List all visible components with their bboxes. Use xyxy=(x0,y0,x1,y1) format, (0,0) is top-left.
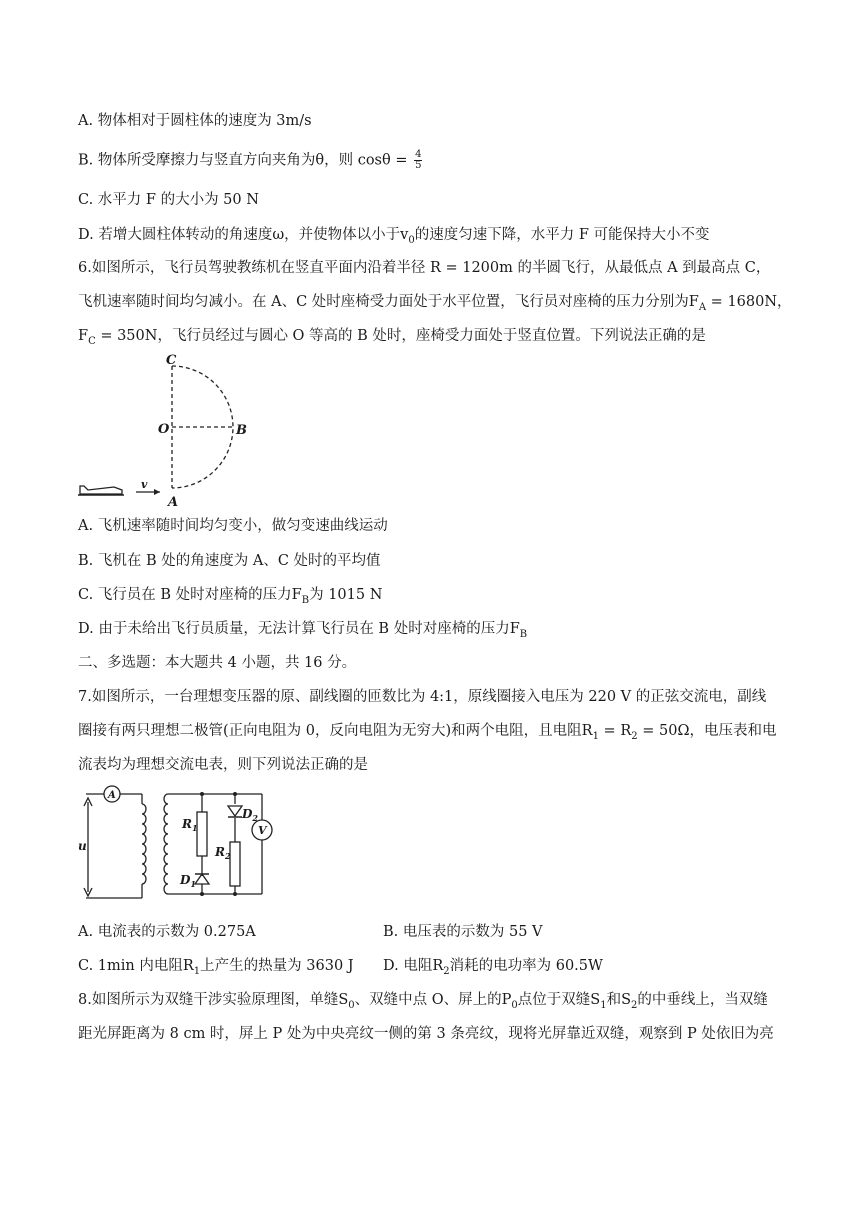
primary-coil xyxy=(142,804,146,884)
subscript: B xyxy=(301,594,310,606)
q5-option-c: C. 水平力 F 的大小为 50 N xyxy=(78,192,259,208)
subscript: 0 xyxy=(511,999,518,1011)
q7-option-c-text-end: 上产生的热量为 3630 J xyxy=(200,958,354,974)
q8-stem-text: 8.如图所示为双缝干涉实验原理图，单缝S xyxy=(78,992,349,1008)
q6-stem-text: F xyxy=(78,328,89,344)
q6-option-b: B. 飞机在 B 处的角速度为 A、C 处时的平均值 xyxy=(78,553,381,569)
label-c: C xyxy=(166,353,177,368)
q7-stem-line2 xyxy=(78,721,776,747)
junction-dot xyxy=(200,792,204,796)
label-a: A xyxy=(168,495,179,510)
label-u: u xyxy=(78,839,87,853)
q6-option-d xyxy=(78,619,527,645)
label-ammeter: A xyxy=(108,790,116,801)
q7-stem-text: 圈接有两只理想二极管(正向电阻为 0，反向电阻为无穷大)和两个电阻，且电阻R xyxy=(78,723,593,739)
subscript: 1 xyxy=(600,999,607,1011)
q7-stem-line1: 7.如图所示，一台理想变压器的原、副线圈的匝数比为 4:1，原线圈接入电压为 220 V 的正弦交流电，副线 xyxy=(78,689,767,705)
q7-stem-line3: 流表均为理想交流电表，则下列说法正确的是 xyxy=(78,757,368,773)
junction-dot xyxy=(200,892,204,896)
q8-stem-text: 和S xyxy=(606,992,632,1008)
label-d1-letter: D xyxy=(180,873,191,887)
q6-semicircle-figure xyxy=(74,348,274,510)
q7-option-b: B. 电压表的示数为 55 V xyxy=(383,924,543,940)
airplane-icon xyxy=(80,486,122,494)
label-v: v xyxy=(141,478,148,491)
label-d2-letter: D xyxy=(242,807,253,821)
velocity-arrowhead xyxy=(154,489,160,495)
q5-option-d-text-end: 的速度匀速下降，水平力 F 可能保持大小不变 xyxy=(414,227,710,243)
q6-option-c-text-end: 为 1015 N xyxy=(309,587,383,603)
q8-stem-line1 xyxy=(78,990,768,1016)
q7-option-c xyxy=(78,956,354,982)
q6-stem-line2 xyxy=(78,292,792,318)
junction-dot xyxy=(233,892,237,896)
fraction xyxy=(414,150,422,171)
q8-stem-line2: 距光屏距离为 8 cm 时，屏上 P 处为中央亮纹一侧的第 3 条亮纹，现将光屏靠近双缝，观察到 P 处依旧为亮 xyxy=(78,1026,774,1042)
label-d1-sub: 1 xyxy=(190,879,196,889)
label-r2-sub: 2 xyxy=(224,851,231,861)
q5-option-d xyxy=(78,225,710,251)
q5-option-d-text: D. 若增大圆柱体转动的角速度ω，并使物体以小于v xyxy=(78,227,409,243)
label-r1-letter: R xyxy=(182,817,192,831)
subscript: B xyxy=(519,628,528,640)
subscript: 2 xyxy=(631,999,638,1011)
q7-stem-text-end: = 50Ω，电压表和电 xyxy=(637,723,777,739)
section-header-multiple-choice: 二、多选题：本大题共 4 小题，共 16 分。 xyxy=(78,655,357,671)
junction-dot xyxy=(233,792,237,796)
resistor-r1 xyxy=(197,812,207,856)
q8-stem-text: 、双缝中点 O、屏上的P xyxy=(354,992,512,1008)
subscript: C xyxy=(88,335,96,347)
label-r1-sub: 1 xyxy=(191,823,198,833)
fraction-numerator: 4 xyxy=(415,149,422,160)
q7-option-d xyxy=(383,956,603,982)
label-b: B xyxy=(236,423,247,438)
label-voltmeter: V xyxy=(258,824,267,837)
q6-option-c-text: C. 飞行员在 B 处时对座椅的压力F xyxy=(78,587,302,603)
subscript: A xyxy=(698,301,707,313)
label-d2 xyxy=(241,807,258,823)
q6-option-a: A. 飞机速率随时间均匀变小，做匀变速曲线运动 xyxy=(78,518,388,534)
q7-stem-text-mid: = R xyxy=(598,723,632,739)
q5-option-a: A. 物体相对于圆柱体的速度为 3m/s xyxy=(78,113,312,129)
fraction-denominator: 5 xyxy=(415,160,422,171)
label-o: O xyxy=(158,422,170,437)
q6-stem-text-end: = 350N，飞行员经过与圆心 O 等高的 B 处时，座椅受力面处于竖直位置。下列说法正确的是 xyxy=(95,328,706,344)
q6-stem-text: 飞机速率随时间均匀减小。在 A、C 处时座椅受力面处于水平位置，飞行员对座椅的压力分别为F xyxy=(78,294,699,310)
subscript: 2 xyxy=(443,965,450,977)
q7-option-a: A. 电流表的示数为 0.275A xyxy=(78,924,256,940)
q6-option-c xyxy=(78,585,382,611)
q7-option-c-text: C. 1min 内电阻R xyxy=(78,958,194,974)
secondary-coil xyxy=(164,794,168,894)
subscript: 1 xyxy=(193,965,201,977)
diode-d2-icon xyxy=(228,806,242,816)
q8-stem-text: 点位于双缝S xyxy=(517,992,601,1008)
subscript: 0 xyxy=(408,234,415,246)
q6-option-d-text: D. 由于未给出飞行员质量，无法计算飞行员在 B 处时对座椅的压力F xyxy=(78,621,520,637)
q7-option-d-text: D. 电阻R xyxy=(383,958,444,974)
q8-stem-text: 的中垂线上，当双缝 xyxy=(637,992,768,1008)
q5-option-b-text: B. 物体所受摩擦力与竖直方向夹角为θ，则 cosθ = xyxy=(78,152,413,169)
subscript: 2 xyxy=(631,730,638,742)
label-d2-sub: 2 xyxy=(252,813,258,823)
subscript: 0 xyxy=(348,999,355,1011)
label-r2 xyxy=(214,845,231,861)
label-r2-letter: R xyxy=(215,845,225,859)
q5-option-b xyxy=(78,150,422,171)
q6-stem-text-end: = 1680N， xyxy=(706,294,792,310)
label-d1 xyxy=(179,873,196,889)
subscript: 1 xyxy=(592,730,599,742)
q6-stem-line1: 6.如图所示，飞行员驾驶教练机在竖直平面内沿着半径 R = 1200m 的半圆飞行，从最低点 A 到最高点 C， xyxy=(78,260,771,276)
resistor-r2 xyxy=(230,842,240,886)
q7-option-d-text-end: 消耗的电功率为 60.5W xyxy=(449,958,603,974)
label-r1 xyxy=(181,817,198,833)
q7-circuit-figure xyxy=(76,784,276,908)
